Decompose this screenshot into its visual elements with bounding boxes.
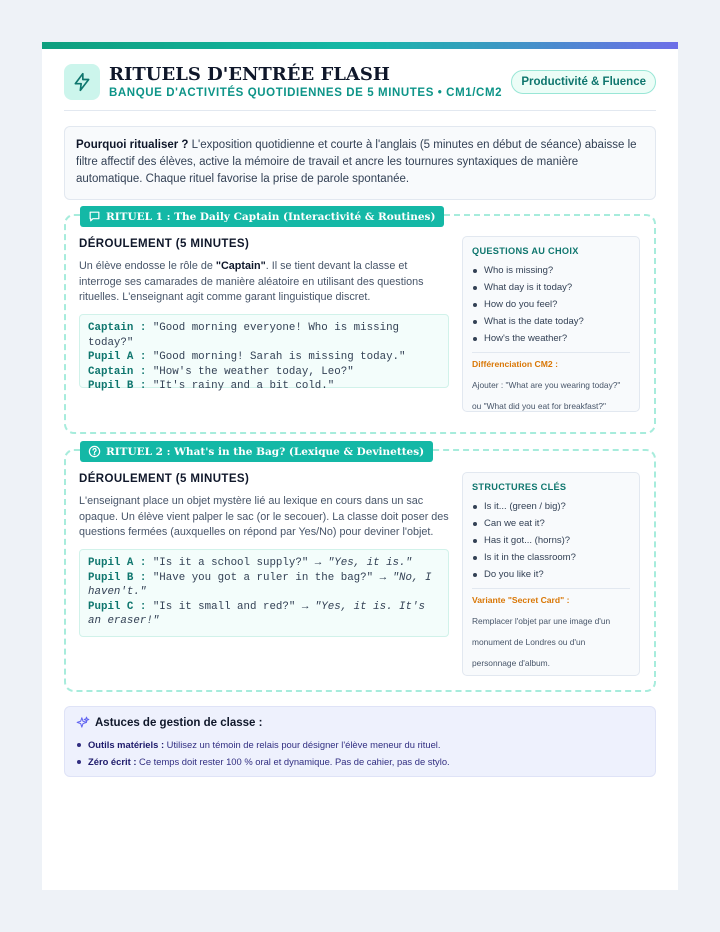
list-item: Is it in the classroom? xyxy=(472,549,630,566)
header-divider xyxy=(64,110,656,111)
tips-heading xyxy=(76,716,644,730)
tip-label: Zéro écrit : xyxy=(88,756,137,767)
dialogue-text: "Is it small and red?" → xyxy=(152,600,315,613)
dialogue-text: "Have you got a ruler in the bag?" → xyxy=(152,571,393,584)
top-gradient-bar xyxy=(42,42,678,49)
dialogue-line: Pupil C : "Is it small and red?" → "Yes, it is. It's an eraser!" xyxy=(88,600,425,628)
intro-lead: Pourquoi ritualiser ? xyxy=(76,139,189,151)
page-subtitle: BANQUE D'ACTIVITÉS QUOTIDIENNES DE 5 MINUTES • CM1/CM2 xyxy=(109,87,503,99)
sidebar-divider xyxy=(472,588,630,589)
ritual-1-heading: DÉROULEMENT (5 MINUTES) xyxy=(79,238,250,250)
list-item: How do you feel? xyxy=(472,296,630,313)
ritual-2-heading: DÉROULEMENT (5 MINUTES) xyxy=(79,473,250,485)
tip-label: Outils matériels : xyxy=(88,739,165,750)
dialogue-line: Pupil B : "Have you got a ruler in the bag?" → "No, I haven't." xyxy=(88,571,432,599)
ritual-2-tag xyxy=(80,441,433,462)
dialogue-speaker: Captain xyxy=(88,365,134,378)
tip-text: Utilisez un témoin de relais pour désigner l'élève meneur du rituel. xyxy=(164,739,441,750)
question-list xyxy=(472,262,630,347)
list-item: Is it... (green / big)? xyxy=(472,498,630,515)
category-badge: Productivité & Fluence xyxy=(511,70,656,94)
dialogue-speaker: Pupil B xyxy=(88,571,134,584)
ritual-1-sidebar xyxy=(462,236,640,412)
ritual-1-desc-bold: "Captain" xyxy=(215,260,266,272)
list-item: Can we eat it? xyxy=(472,515,630,532)
tips-box xyxy=(64,706,656,777)
intro-box xyxy=(64,126,656,200)
tip-text: Ce temps doit rester 100 % oral et dynamique. Pas de cahier, pas de stylo. xyxy=(136,756,450,767)
differentiation-title: Différenciation CM2 : xyxy=(472,359,558,369)
intro-text: L'exposition quotidienne et courte à l'anglais (5 minutes en début de séance) abaisse le filtre affectif des élèves, active la mémoire de travail et ancre les tournures syntaxiques de manière automatique. Chaque rituel favorise la prise de parole spontanée. xyxy=(76,139,637,185)
dialogue-text: "It's rainy and a bit cold." xyxy=(152,380,335,393)
tips-list xyxy=(76,736,644,770)
dialogue-answer: "Yes, it is. It's an eraser!" xyxy=(88,600,425,628)
speech-bubble-icon xyxy=(88,210,101,223)
list-item: How's the weather? xyxy=(472,330,630,347)
ritual-2-sidebar xyxy=(462,472,640,676)
ritual-1-tag-label: RITUEL 1 : The Daily Captain (Interactivité & Routines) xyxy=(106,210,436,223)
ritual-2-description: L'enseignant place un objet mystère lié au lexique en cours dans un sac opaque. Un élève vient palper le sac (or le secouer). La classe doit poser des questions fermées (auxquelles on répond par Yes/No) pour deviner l'objet. xyxy=(79,495,449,538)
dialogue-text: "Good morning! Sarah is missing today." xyxy=(152,351,406,364)
lightning-icon xyxy=(64,64,100,100)
dialogue-answer: "Yes, it is." xyxy=(327,557,412,569)
dialogue-text: "Good morning everyone! Who is missing today?" xyxy=(88,322,400,349)
dialogue-line: Captain : "How's the weather today, Leo?" xyxy=(88,365,354,378)
dialogue-speaker: Pupil B xyxy=(88,380,134,393)
sidebar-title: QUESTIONS AU CHOIX xyxy=(472,246,579,256)
question-circle-icon xyxy=(88,445,101,458)
dialogue-answer: "No, I haven't." xyxy=(88,571,432,599)
dialogue-line: Pupil B : "It's rainy and a bit cold." xyxy=(88,380,335,393)
dialogue-line: Captain : "Good morning everyone! Who is missing today?" xyxy=(88,322,400,349)
dialogue-text: "How's the weather today, Leo?" xyxy=(152,365,354,378)
tips-title: Astuces de gestion de classe : xyxy=(95,717,263,729)
list-item: Do you like it? xyxy=(472,566,630,583)
list-item: What day is it today? xyxy=(472,279,630,296)
variant-note: Remplacer l'objet par une image d'un monument de Londres ou d'un personnage d'album. xyxy=(472,616,611,668)
sidebar-divider xyxy=(472,352,630,353)
sidebar-title: STRUCTURES CLÉS xyxy=(472,482,567,492)
ritual-1-tag xyxy=(80,206,444,227)
dialogue-text: "Is it a school supply?" → xyxy=(152,557,328,569)
worksheet-page xyxy=(42,42,678,890)
list-item: Who is missing? xyxy=(472,262,630,279)
page-title: RITUELS D'ENTRÉE FLASH xyxy=(109,64,390,85)
ritual-1-desc-part: Un élève endosse le rôle de xyxy=(79,260,216,272)
sparkles-icon xyxy=(76,716,90,730)
tip-item xyxy=(76,736,644,753)
dialogue-speaker: Captain xyxy=(88,322,134,334)
tip-item xyxy=(76,753,644,770)
dialogue-speaker: Pupil A xyxy=(88,351,134,364)
dialogue-line: Pupil A : "Good morning! Sarah is missing today." xyxy=(88,351,406,364)
ritual-1-dialogue xyxy=(79,314,449,393)
differentiation-note: Ajouter : "What are you wearing today?" ou "What did you eat for breakfast?" xyxy=(472,380,621,411)
variant-title: Variante "Secret Card" : xyxy=(472,595,570,605)
structure-list xyxy=(472,498,630,583)
ritual-2-card xyxy=(64,445,656,692)
dialogue-speaker: Pupil C xyxy=(88,600,134,613)
dialogue-line: Pupil A : "Is it a school supply?" → "Yes, it is." xyxy=(88,557,412,569)
ritual-1-card xyxy=(64,210,656,434)
ritual-2-tag-label: RITUEL 2 : What's in the Bag? (Lexique & Devinettes) xyxy=(106,445,425,458)
ritual-1-desc-part: . Il se tient devant la classe et interroge ses camarades de manière aléatoire en utilisant des questions rituelles. L'enseignant agit comme garant linguistique discret. xyxy=(79,260,424,303)
ritual-2-dialogue xyxy=(79,549,449,637)
ritual-1-description xyxy=(79,259,449,306)
list-item: Has it got... (horns)? xyxy=(472,532,630,549)
list-item: What is the date today? xyxy=(472,313,630,330)
dialogue-speaker: Pupil A xyxy=(88,557,134,569)
